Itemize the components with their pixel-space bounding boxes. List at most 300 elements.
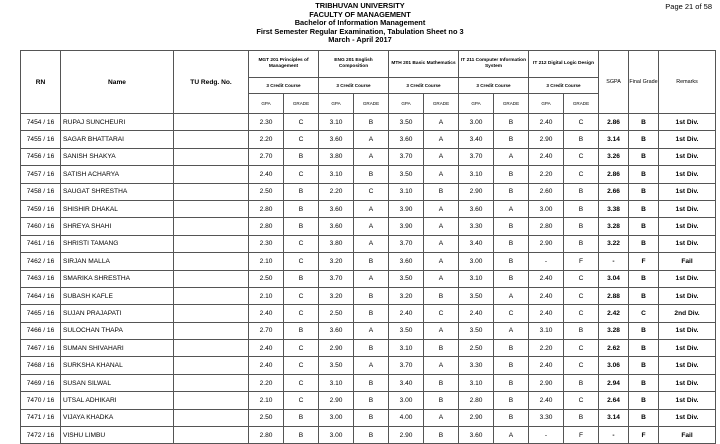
student-name-cell: RUPAJ SUNCHEURI	[61, 114, 174, 131]
gpa-cell: 2.40	[529, 357, 564, 374]
gpa-cell: 3.50	[389, 166, 424, 183]
university-name: TRIBHUVAN UNIVERSITY	[315, 1, 405, 10]
gpa-cell: 2.70	[249, 322, 284, 339]
roll-number-cell: 7472 / 16	[21, 427, 61, 444]
gpa-cell: 3.50	[389, 322, 424, 339]
grade-cell: B	[424, 340, 459, 357]
grade-cell: B	[354, 340, 389, 357]
roll-number-cell: 7455 / 16	[21, 131, 61, 148]
tu-regd-cell	[174, 374, 249, 391]
faculty-name: FACULTY OF MANAGEMENT	[309, 9, 411, 19]
table-row	[21, 166, 716, 183]
grade-cell: B	[564, 322, 599, 339]
column-header-final-grade: Final Grade	[629, 51, 659, 114]
grade-cell: A	[424, 200, 459, 217]
roll-number-cell: 7466 / 16	[21, 322, 61, 339]
gpa-cell: 3.10	[529, 322, 564, 339]
column-header-tu-regd: TU Redg. No.	[174, 51, 249, 114]
gpa-cell: 2.90	[529, 235, 564, 252]
student-name-cell: UTSAL ADHIKARI	[61, 392, 174, 409]
gpa-cell: 2.80	[459, 392, 494, 409]
gpa-cell: 2.40	[249, 166, 284, 183]
grade-cell: C	[564, 340, 599, 357]
gpa-cell: 2.10	[249, 253, 284, 270]
program-name: Bachelor of Information Management	[294, 18, 426, 28]
gpa-cell: 3.50	[389, 114, 424, 131]
table-row	[21, 148, 716, 165]
grade-cell: B	[354, 287, 389, 304]
roll-number-cell: 7467 / 16	[21, 340, 61, 357]
student-name-cell: SATISH ACHARYA	[61, 166, 174, 183]
gpa-cell: 3.60	[319, 322, 354, 339]
remarks-cell: 1st Div.	[659, 322, 716, 339]
grade-cell: C	[284, 392, 319, 409]
final-grade-cell: C	[629, 305, 659, 322]
grade-cell: C	[284, 166, 319, 183]
gpa-cell: 2.30	[249, 235, 284, 252]
remarks-cell: 1st Div.	[659, 183, 716, 200]
student-name-cell: VISHU LIMBU	[61, 427, 174, 444]
grade-cell: B	[494, 218, 529, 235]
gpa-cell: 3.50	[459, 322, 494, 339]
tu-regd-cell	[174, 427, 249, 444]
gpa-cell: 3.60	[319, 200, 354, 217]
grade-cell: B	[354, 253, 389, 270]
remarks-cell: 1st Div.	[659, 287, 716, 304]
gpa-cell: 2.10	[249, 392, 284, 409]
gpa-cell: 3.90	[389, 218, 424, 235]
table-row	[21, 340, 716, 357]
gpa-cell: 3.00	[529, 200, 564, 217]
student-name-cell: SHISHIR DHAKAL	[61, 200, 174, 217]
sgpa-cell: 3.14	[599, 409, 629, 426]
subject-header: IT 211 Computer Information System	[459, 51, 529, 78]
student-name-cell: SUSAN SILWAL	[61, 374, 174, 391]
remarks-cell: 1st Div.	[659, 166, 716, 183]
final-grade-cell: B	[629, 287, 659, 304]
gpa-cell: 2.80	[249, 427, 284, 444]
grade-cell: B	[284, 409, 319, 426]
final-grade-cell: B	[629, 235, 659, 252]
remarks-cell: 1st Div.	[659, 148, 716, 165]
roll-number-cell: 7465 / 16	[21, 305, 61, 322]
grade-cell: C	[494, 305, 529, 322]
grade-cell: B	[284, 183, 319, 200]
grade-cell: B	[494, 392, 529, 409]
table-row	[21, 427, 716, 444]
roll-number-cell: 7456 / 16	[21, 148, 61, 165]
subject-header: MGT 201 Principles of Management	[249, 51, 319, 78]
tu-regd-cell	[174, 409, 249, 426]
roll-number-cell: 7459 / 16	[21, 200, 61, 217]
gpa-header: GPA	[389, 94, 424, 114]
roll-number-cell: 7469 / 16	[21, 374, 61, 391]
gpa-cell: 3.40	[459, 131, 494, 148]
remarks-cell: 1st Div.	[659, 392, 716, 409]
grade-cell: A	[354, 218, 389, 235]
grade-cell: A	[354, 148, 389, 165]
remarks-cell: 1st Div.	[659, 374, 716, 391]
gpa-cell: 2.20	[249, 131, 284, 148]
student-name-cell: SHREYA SHAHI	[61, 218, 174, 235]
student-name-cell: SUJAN PRAJAPATI	[61, 305, 174, 322]
remarks-cell: Fail	[659, 427, 716, 444]
sgpa-cell: 2.88	[599, 287, 629, 304]
sgpa-cell: 2.86	[599, 114, 629, 131]
credit-label: 3 Credit Course	[249, 78, 319, 94]
gpa-cell: 3.60	[389, 131, 424, 148]
table-row	[21, 114, 716, 131]
gpa-cell: 3.30	[529, 409, 564, 426]
column-header-remarks: Remarks	[659, 51, 716, 114]
grade-cell: B	[424, 427, 459, 444]
tu-regd-cell	[174, 253, 249, 270]
gpa-cell: 3.10	[459, 270, 494, 287]
gpa-cell: 3.70	[389, 357, 424, 374]
gpa-cell: 2.40	[459, 305, 494, 322]
gpa-cell: 3.40	[459, 235, 494, 252]
gpa-cell: 3.00	[389, 392, 424, 409]
remarks-cell: 1st Div.	[659, 270, 716, 287]
gpa-cell: 2.80	[529, 218, 564, 235]
gpa-cell: 2.20	[529, 166, 564, 183]
gpa-cell: 2.30	[249, 114, 284, 131]
tu-regd-cell	[174, 166, 249, 183]
grade-cell: A	[494, 287, 529, 304]
grade-cell: A	[354, 270, 389, 287]
credit-label: 3 Credit Course	[319, 78, 389, 94]
grade-cell: B	[354, 409, 389, 426]
grade-cell: A	[424, 357, 459, 374]
table-row	[21, 322, 716, 339]
grade-cell: A	[354, 200, 389, 217]
grade-cell: C	[284, 131, 319, 148]
gpa-cell: -	[529, 427, 564, 444]
grade-header: GRADE	[424, 94, 459, 114]
grade-cell: B	[494, 131, 529, 148]
grade-cell: A	[494, 200, 529, 217]
student-name-cell: SMARIKA SHRESTHA	[61, 270, 174, 287]
gpa-cell: 2.90	[529, 131, 564, 148]
gpa-cell: 2.40	[529, 305, 564, 322]
roll-number-cell: 7471 / 16	[21, 409, 61, 426]
tu-regd-cell	[174, 322, 249, 339]
gpa-cell: 2.70	[249, 148, 284, 165]
gpa-cell: 2.10	[249, 287, 284, 304]
gpa-cell: 2.90	[319, 392, 354, 409]
grade-cell: C	[564, 357, 599, 374]
table-row	[21, 270, 716, 287]
student-name-cell: SURKSHA KHANAL	[61, 357, 174, 374]
grade-header: GRADE	[494, 94, 529, 114]
grade-cell: B	[354, 427, 389, 444]
gpa-cell: 2.50	[459, 340, 494, 357]
gpa-cell: 3.00	[459, 253, 494, 270]
roll-number-cell: 7460 / 16	[21, 218, 61, 235]
remarks-cell: 1st Div.	[659, 340, 716, 357]
final-grade-cell: B	[629, 392, 659, 409]
grade-cell: C	[284, 235, 319, 252]
student-name-cell: VIJAYA KHADKA	[61, 409, 174, 426]
tu-regd-cell	[174, 218, 249, 235]
gpa-cell: 2.40	[249, 340, 284, 357]
gpa-cell: 3.30	[459, 357, 494, 374]
gpa-cell: 2.90	[459, 183, 494, 200]
table-row	[21, 409, 716, 426]
gpa-cell: 3.70	[389, 235, 424, 252]
final-grade-cell: B	[629, 340, 659, 357]
remarks-cell: 1st Div.	[659, 114, 716, 131]
grade-cell: F	[564, 427, 599, 444]
remarks-cell: 1st Div.	[659, 357, 716, 374]
column-header-sgpa: SGPA	[599, 51, 629, 114]
grade-cell: C	[284, 305, 319, 322]
grade-cell: C	[564, 270, 599, 287]
tu-regd-cell	[174, 392, 249, 409]
gpa-cell: 3.10	[459, 374, 494, 391]
subject-header: MTH 201 Basic Mathematics	[389, 51, 459, 78]
grade-cell: A	[424, 235, 459, 252]
student-name-cell: SANISH SHAKYA	[61, 148, 174, 165]
roll-number-cell: 7464 / 16	[21, 287, 61, 304]
final-grade-cell: B	[629, 374, 659, 391]
grade-cell: B	[354, 166, 389, 183]
gpa-cell: 3.00	[459, 114, 494, 131]
final-grade-cell: B	[629, 218, 659, 235]
sgpa-cell: 3.06	[599, 357, 629, 374]
grade-cell: B	[424, 287, 459, 304]
gpa-cell: 2.20	[249, 374, 284, 391]
grade-cell: A	[424, 166, 459, 183]
grade-cell: A	[424, 114, 459, 131]
gpa-cell: 2.20	[319, 183, 354, 200]
grade-cell: C	[564, 148, 599, 165]
gpa-cell: 3.20	[389, 287, 424, 304]
exam-title: First Semester Regular Examination, Tabulation Sheet no 3	[256, 26, 464, 36]
gpa-cell: 3.60	[459, 427, 494, 444]
tu-regd-cell	[174, 183, 249, 200]
grade-cell: B	[494, 270, 529, 287]
grade-cell: A	[424, 253, 459, 270]
gpa-cell: -	[529, 253, 564, 270]
roll-number-cell: 7457 / 16	[21, 166, 61, 183]
grade-cell: A	[354, 235, 389, 252]
sgpa-cell: 3.26	[599, 148, 629, 165]
gpa-cell: 3.50	[389, 270, 424, 287]
grade-cell: B	[494, 235, 529, 252]
grade-header: GRADE	[284, 94, 319, 114]
grade-cell: C	[284, 114, 319, 131]
table-row	[21, 235, 716, 252]
gpa-cell: 2.90	[319, 340, 354, 357]
grade-cell: B	[564, 409, 599, 426]
gpa-cell: 3.10	[319, 374, 354, 391]
sgpa-cell: 3.38	[599, 200, 629, 217]
roll-number-cell: 7454 / 16	[21, 114, 61, 131]
gpa-cell: 2.40	[249, 305, 284, 322]
grade-cell: C	[424, 305, 459, 322]
credit-label: 3 Credit Course	[529, 78, 599, 94]
gpa-cell: 3.10	[319, 166, 354, 183]
gpa-cell: 3.00	[319, 427, 354, 444]
table-row	[21, 374, 716, 391]
sgpa-cell: 2.42	[599, 305, 629, 322]
grade-cell: A	[354, 357, 389, 374]
roll-number-cell: 7458 / 16	[21, 183, 61, 200]
gpa-header: GPA	[249, 94, 284, 114]
final-grade-cell: B	[629, 200, 659, 217]
grade-cell: B	[494, 340, 529, 357]
table-row	[21, 183, 716, 200]
grade-cell: B	[284, 427, 319, 444]
grade-cell: F	[564, 253, 599, 270]
grade-cell: A	[424, 270, 459, 287]
gpa-cell: 2.80	[249, 218, 284, 235]
remarks-cell: 1st Div.	[659, 409, 716, 426]
grade-cell: B	[354, 305, 389, 322]
table-row	[21, 305, 716, 322]
gpa-cell: 2.50	[319, 305, 354, 322]
final-grade-cell: F	[629, 253, 659, 270]
remarks-cell: 1st Div.	[659, 200, 716, 217]
roll-number-cell: 7463 / 16	[21, 270, 61, 287]
gpa-cell: 3.50	[459, 287, 494, 304]
sgpa-cell: -	[599, 253, 629, 270]
gpa-cell: 2.40	[529, 114, 564, 131]
grade-cell: A	[354, 131, 389, 148]
sgpa-cell: 3.28	[599, 322, 629, 339]
gpa-cell: 4.00	[389, 409, 424, 426]
final-grade-cell: B	[629, 409, 659, 426]
gpa-cell: 3.90	[389, 200, 424, 217]
grade-cell: B	[564, 131, 599, 148]
table-row	[21, 200, 716, 217]
gpa-cell: 2.40	[529, 270, 564, 287]
sgpa-cell: 3.04	[599, 270, 629, 287]
final-grade-cell: F	[629, 427, 659, 444]
column-header-name: Name	[61, 51, 174, 114]
gpa-cell: 2.50	[249, 183, 284, 200]
final-grade-cell: B	[629, 131, 659, 148]
gpa-cell: 3.10	[389, 340, 424, 357]
table-row	[21, 218, 716, 235]
final-grade-cell: B	[629, 270, 659, 287]
table-row	[21, 287, 716, 304]
roll-number-cell: 7468 / 16	[21, 357, 61, 374]
gpa-cell: 2.20	[529, 340, 564, 357]
gpa-cell: 2.90	[459, 409, 494, 426]
table-row	[21, 357, 716, 374]
tu-regd-cell	[174, 305, 249, 322]
student-name-cell: SAGAR BHATTARAI	[61, 131, 174, 148]
grade-cell: C	[284, 287, 319, 304]
grade-cell: B	[494, 253, 529, 270]
gpa-cell: 3.10	[459, 166, 494, 183]
grade-cell: B	[564, 200, 599, 217]
sgpa-cell: 3.14	[599, 131, 629, 148]
gpa-header: GPA	[529, 94, 564, 114]
tu-regd-cell	[174, 340, 249, 357]
grade-cell: B	[494, 166, 529, 183]
remarks-cell: 1st Div.	[659, 235, 716, 252]
subject-header: IT 212 Digital Logic Design	[529, 51, 599, 78]
student-name-cell: SIRJAN MALLA	[61, 253, 174, 270]
grade-header: GRADE	[354, 94, 389, 114]
gpa-cell: 2.40	[529, 287, 564, 304]
grade-header: GRADE	[564, 94, 599, 114]
grade-cell: A	[424, 322, 459, 339]
grade-cell: B	[424, 374, 459, 391]
gpa-cell: 2.50	[249, 270, 284, 287]
gpa-cell: 2.90	[389, 427, 424, 444]
grade-cell: C	[564, 114, 599, 131]
final-grade-cell: B	[629, 183, 659, 200]
grade-cell: B	[494, 374, 529, 391]
gpa-cell: 2.40	[249, 357, 284, 374]
gpa-cell: 2.60	[529, 183, 564, 200]
gpa-cell: 3.70	[319, 270, 354, 287]
grade-cell: C	[354, 183, 389, 200]
final-grade-cell: B	[629, 322, 659, 339]
grade-cell: A	[354, 322, 389, 339]
grade-cell: C	[284, 374, 319, 391]
roll-number-cell: 7470 / 16	[21, 392, 61, 409]
final-grade-cell: B	[629, 166, 659, 183]
grade-cell: A	[494, 427, 529, 444]
grade-cell: A	[424, 131, 459, 148]
student-rows	[21, 114, 716, 444]
grade-cell: A	[424, 218, 459, 235]
table-row	[21, 392, 716, 409]
gpa-cell: 2.50	[249, 409, 284, 426]
grade-cell: B	[564, 183, 599, 200]
final-grade-cell: B	[629, 148, 659, 165]
grade-cell: B	[424, 183, 459, 200]
student-name-cell: SAUGAT SHRESTHA	[61, 183, 174, 200]
gpa-cell: 2.40	[529, 148, 564, 165]
gpa-cell: 3.60	[389, 253, 424, 270]
tu-regd-cell	[174, 148, 249, 165]
gpa-cell: 3.60	[319, 131, 354, 148]
gpa-cell: 3.40	[389, 374, 424, 391]
gpa-cell: 3.80	[319, 235, 354, 252]
sgpa-cell: 3.28	[599, 218, 629, 235]
grade-cell: C	[564, 166, 599, 183]
grade-cell: A	[424, 409, 459, 426]
tabulation-table	[20, 50, 716, 444]
remarks-cell: 1st Div.	[659, 218, 716, 235]
gpa-cell: 3.60	[319, 218, 354, 235]
gpa-cell: 3.70	[389, 148, 424, 165]
gpa-cell: 2.40	[389, 305, 424, 322]
gpa-cell: 3.10	[319, 114, 354, 131]
grade-cell: B	[424, 392, 459, 409]
final-grade-cell: B	[629, 114, 659, 131]
grade-cell: B	[564, 374, 599, 391]
subject-header: ENG 201 English Composition	[319, 51, 389, 78]
grade-cell: C	[564, 305, 599, 322]
roll-number-cell: 7461 / 16	[21, 235, 61, 252]
gpa-cell: 2.90	[529, 374, 564, 391]
grade-cell: C	[284, 340, 319, 357]
gpa-header: GPA	[459, 94, 494, 114]
tu-regd-cell	[174, 287, 249, 304]
page-number: Page 21 of 58	[665, 2, 712, 11]
gpa-cell: 3.00	[319, 409, 354, 426]
sgpa-cell: 2.62	[599, 340, 629, 357]
remarks-cell: Fail	[659, 253, 716, 270]
grade-cell: C	[284, 253, 319, 270]
